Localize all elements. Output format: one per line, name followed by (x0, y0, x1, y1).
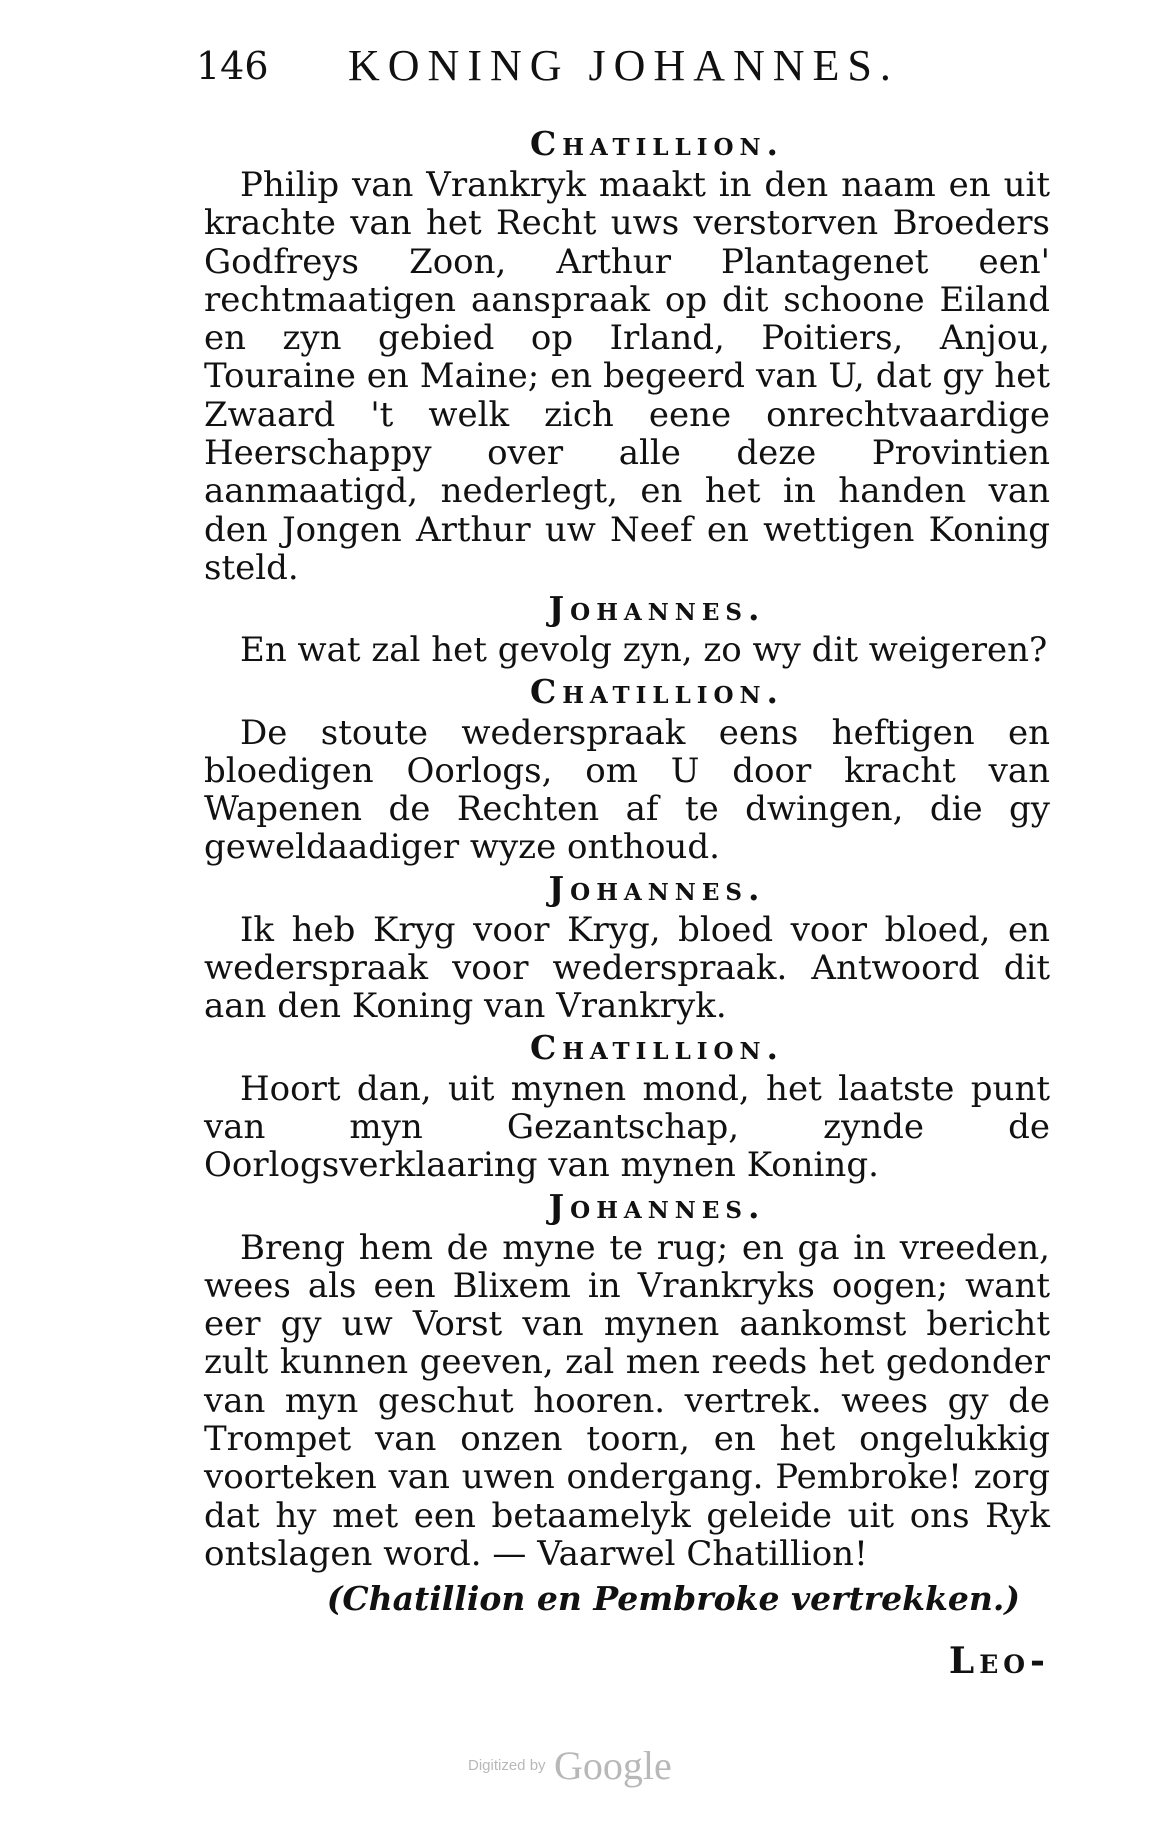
speaker-name: Chatillion. (529, 124, 785, 163)
google-logo: Google (554, 1743, 672, 1788)
speaker-name: Chatillion. (529, 671, 785, 711)
speaker-name: Johannes. (548, 868, 766, 908)
speech-text: En wat zal het gevolg zyn, zo wy dit weigeren? (240, 630, 1048, 671)
stage-direction: (Chatillion en Pembroke vertrekken.) (326, 1579, 1020, 1619)
watermark-prefix: Digitized by (468, 1757, 546, 1774)
dialogue (204, 122, 1050, 1621)
speech-text: Breng hem de myne te rug; en ga in vreeden, wees als een Blixem in Vrankryks oogen; want eer gy uw Vorst van mynen aankomst bericht zult kunnen geeven, zal men reeds het gedonder van myn geschut hooren. vertrek. wees gy de Trompet van onzen toorn, en het ongelukkig voorteken van uwen ondergang. Pembroke! zorg dat hy met een betaamelyk geleide uit ons Ryk ontslagen word. — Vaarwel Chatillion! (204, 1227, 1050, 1574)
page-header (196, 40, 956, 100)
speaker-name: Johannes. (548, 589, 766, 629)
speaker-name: Chatillion. (529, 1027, 785, 1067)
speaker-name: Johannes. (548, 1186, 766, 1226)
speech-text: Ik heb Kryg voor Kryg, bloed voor bloed, en wederspraak voor wederspraak. Antwoord dit aan den Koning van Vrankryk. (204, 909, 1050, 1027)
speech-text: Hoort dan, uit mynen mond, het laatste punt van myn Gezantschap, zynde de Oorlogsverklaaring van mynen Koning. (204, 1068, 1050, 1186)
catchword: Leo- (948, 1640, 1050, 1682)
running-title: KONING JOHANNES. (348, 41, 899, 90)
speech-text: Philip van Vrankryk maakt in den naam en uit krachte van het Recht uws verstorven Broeders Godfreys Zoon, Arthur Plantagenet een' rechtmaatigen aanspraak op dit schoone Eiland en zyn gebied op Irland, Poitiers, Anjou, Touraine en Maine; en begeerd van U, dat gy het Zwaard 't welk zich eene onrechtvaardige Heerschappy over alle deze Provintien aanmaatigd, nederlegt, en het in handen van den Jongen Arthur uw Neef en wettigen Koning steld. (204, 165, 1050, 588)
page-number: 146 (196, 44, 269, 88)
digitization-watermark (468, 1742, 672, 1789)
speech-text: De stoute wederspraak eens heftigen en bloedigen Oorlogs, om U door kracht van Wapenen de Rechten af te dwingen, die gy geweldaadiger wyze onthoud. (204, 712, 1050, 868)
